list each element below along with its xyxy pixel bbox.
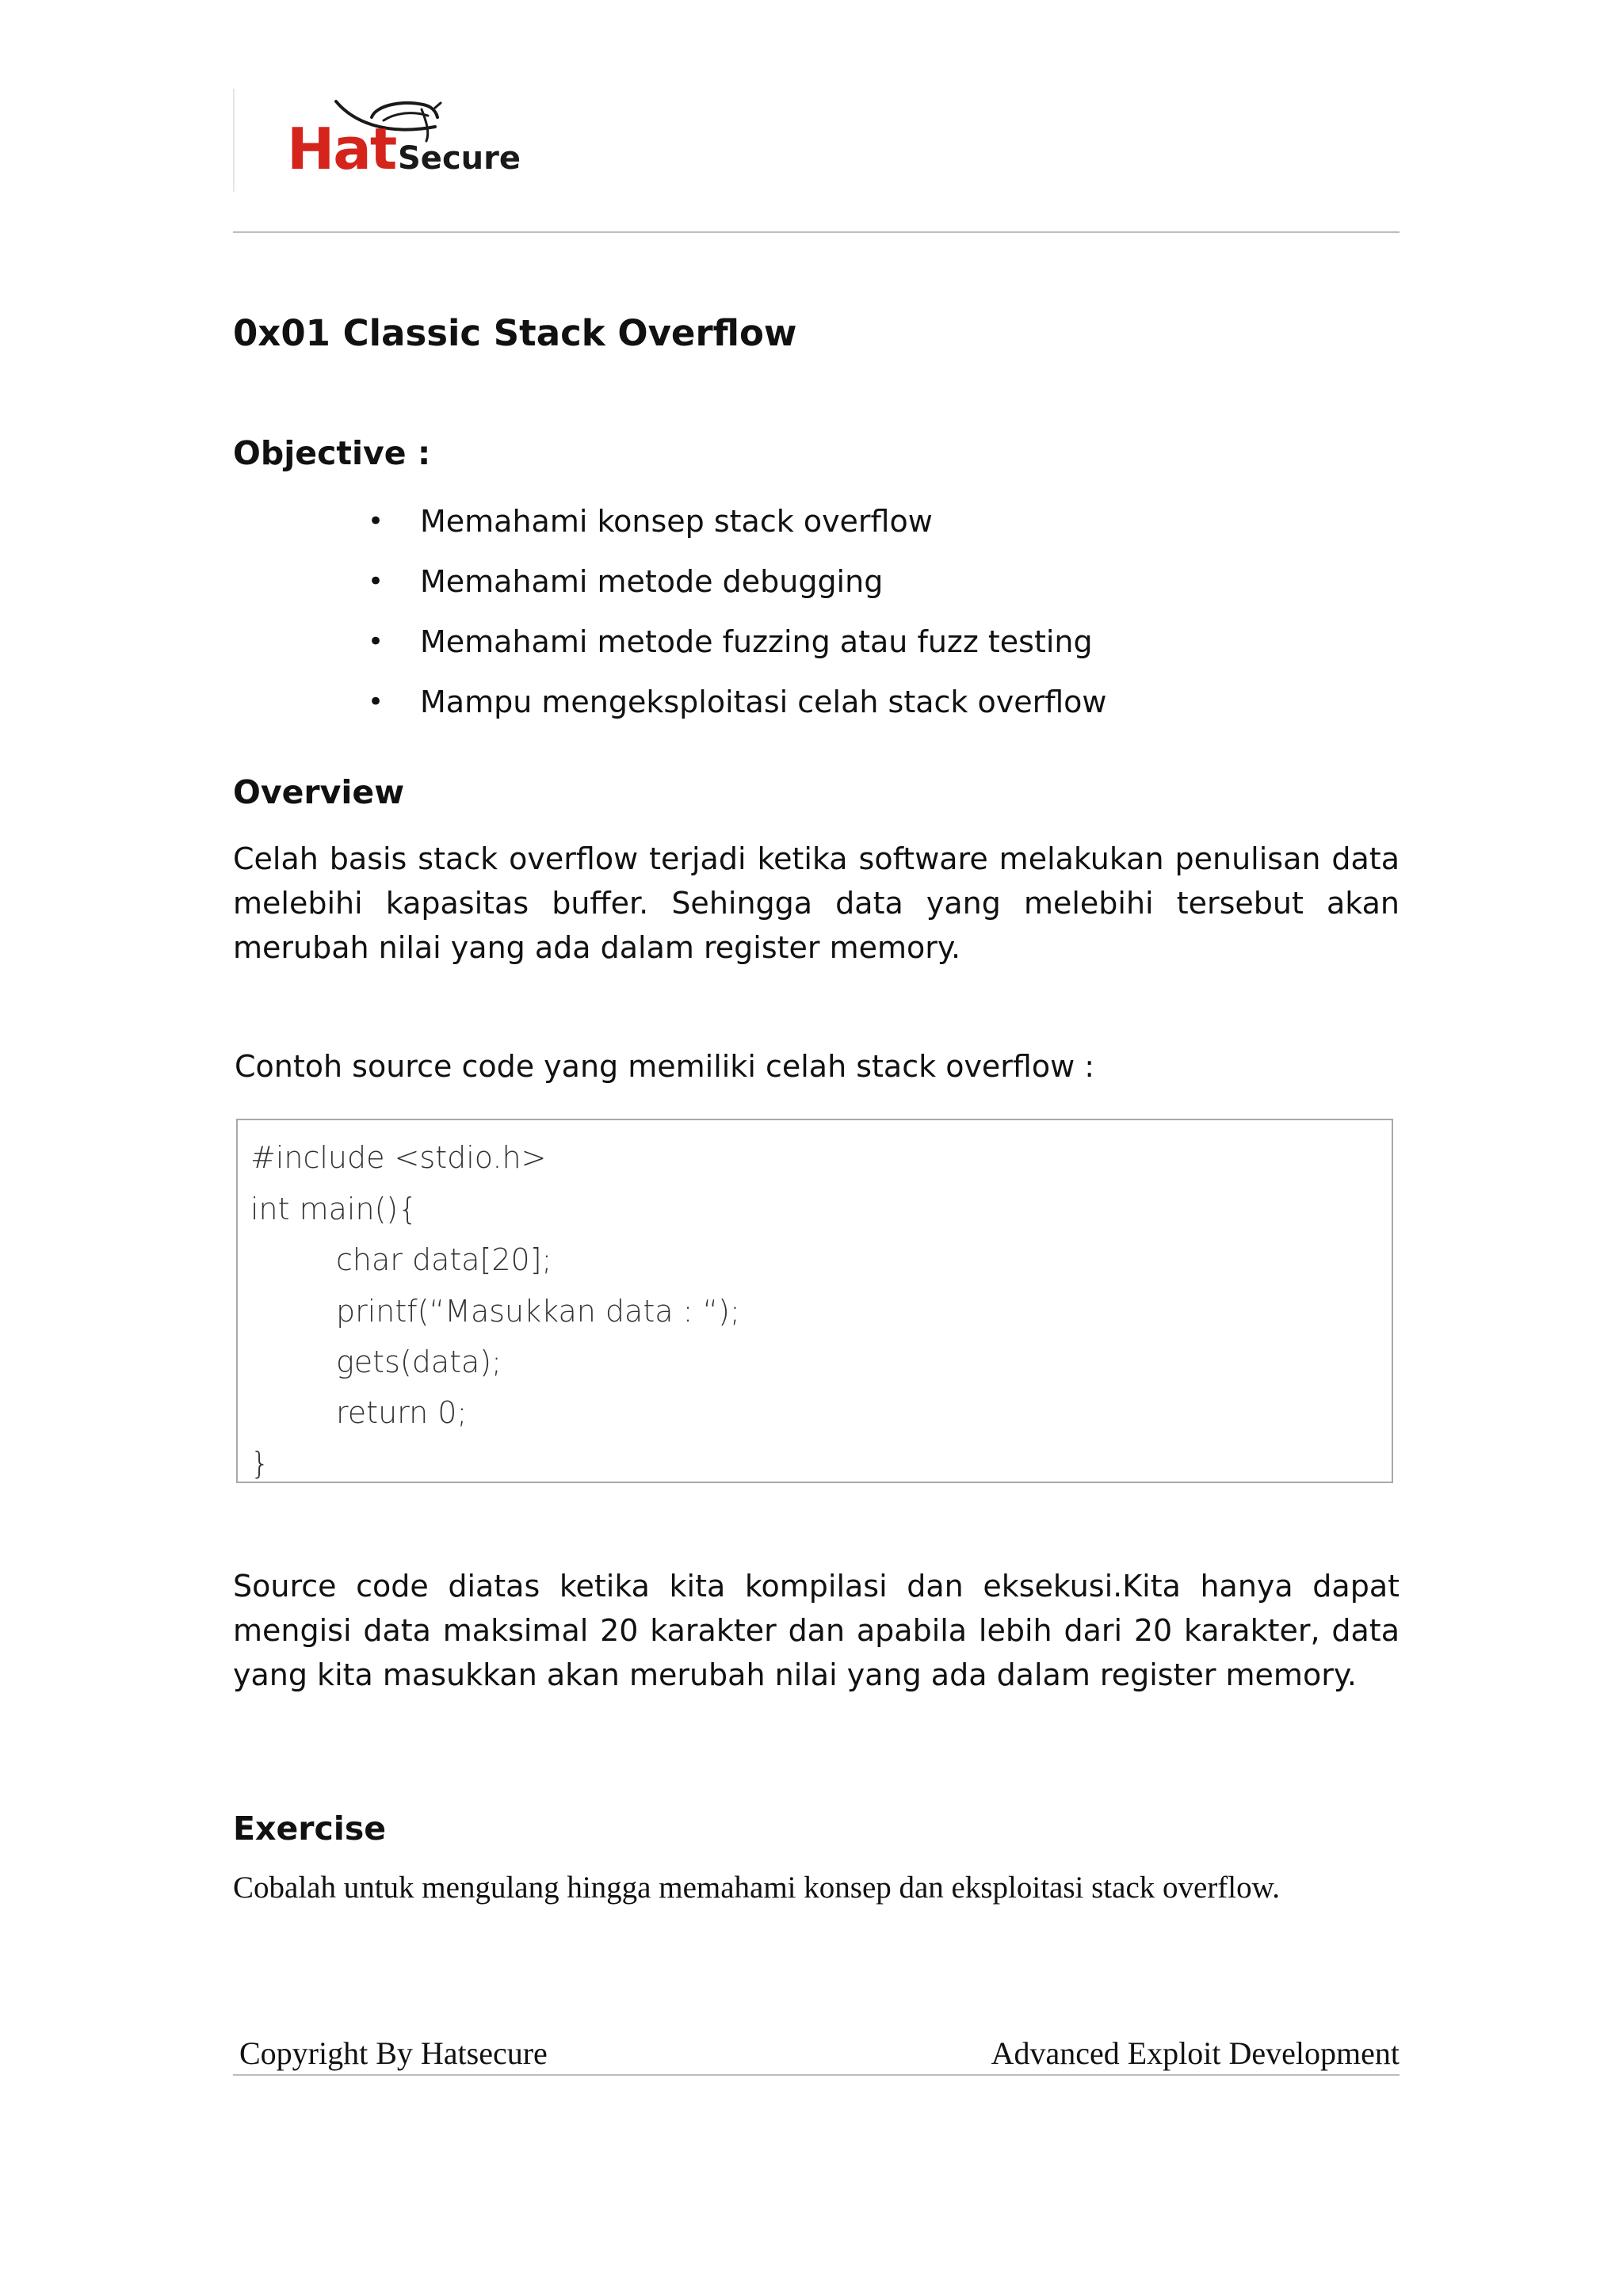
objective-item-text: Memahami metode fuzzing atau fuzz testing <box>420 624 1093 659</box>
code-intro-text: Contoh source code yang memiliki celah stack overflow : <box>235 1049 1095 1084</box>
overview-paragraph: Celah basis stack overflow terjadi ketika software melakukan penulisan data melebihi kapasitas buffer. Sehingga data yang melebihi tersebut akan merubah nilai yang ada dalam register memory. <box>233 841 1400 965</box>
objective-heading: Objective : <box>233 434 431 472</box>
code-line: char data[20]; <box>336 1242 552 1277</box>
document-title: 0x01 Classic Stack Overflow <box>233 312 797 354</box>
logo-text-hat: Hat <box>287 116 396 182</box>
objective-item-text: Mampu mengeksploitasi celah stack overflow <box>420 685 1107 719</box>
code-line: return 0; <box>336 1395 468 1430</box>
code-line: #include <stdio.h> <box>250 1140 547 1175</box>
header-divider <box>233 231 1400 233</box>
footer-course-title: Advanced Exploit Development <box>991 2035 1400 2071</box>
objective-list <box>233 499 1107 740</box>
list-item <box>233 680 1107 740</box>
objective-item-text: Memahami konsep stack overflow <box>420 504 933 539</box>
footer-copyright: Copyright By Hatsecure <box>239 2035 548 2071</box>
exercise-heading: Exercise <box>233 1810 387 1848</box>
code-line: } <box>250 1446 270 1481</box>
bullet-icon: • <box>368 566 384 597</box>
objective-item-text: Memahami metode debugging <box>420 564 884 599</box>
hatsecure-logo <box>233 89 534 192</box>
list-item <box>233 559 1107 620</box>
logo-text-secure: Secure <box>398 140 521 177</box>
bullet-icon: • <box>368 626 384 658</box>
code-line: gets(data); <box>336 1344 502 1379</box>
code-block <box>236 1119 1393 1483</box>
bullet-icon: • <box>368 686 384 718</box>
exercise-text: Cobalah untuk mengulang hingga memahami konsep dan eksploitasi stack overflow. <box>233 1871 1281 1905</box>
list-item <box>233 620 1107 680</box>
code-explanation: Source code diatas ketika kita kompilasi dan eksekusi.Kita hanya dapat mengisi data maksimal 20 karakter dan apabila lebih dari 20 karakter, data yang kita masukkan akan merubah nilai yang ada dalam register memory. <box>233 1569 1400 1692</box>
code-line: int main(){ <box>250 1192 418 1226</box>
overview-heading: Overview <box>233 773 405 811</box>
list-item <box>233 499 1107 559</box>
footer-divider <box>233 2074 1400 2076</box>
code-line: printf(“Masukkan data : “); <box>336 1294 740 1329</box>
bullet-icon: • <box>368 505 384 537</box>
document-page <box>233 0 1400 2296</box>
